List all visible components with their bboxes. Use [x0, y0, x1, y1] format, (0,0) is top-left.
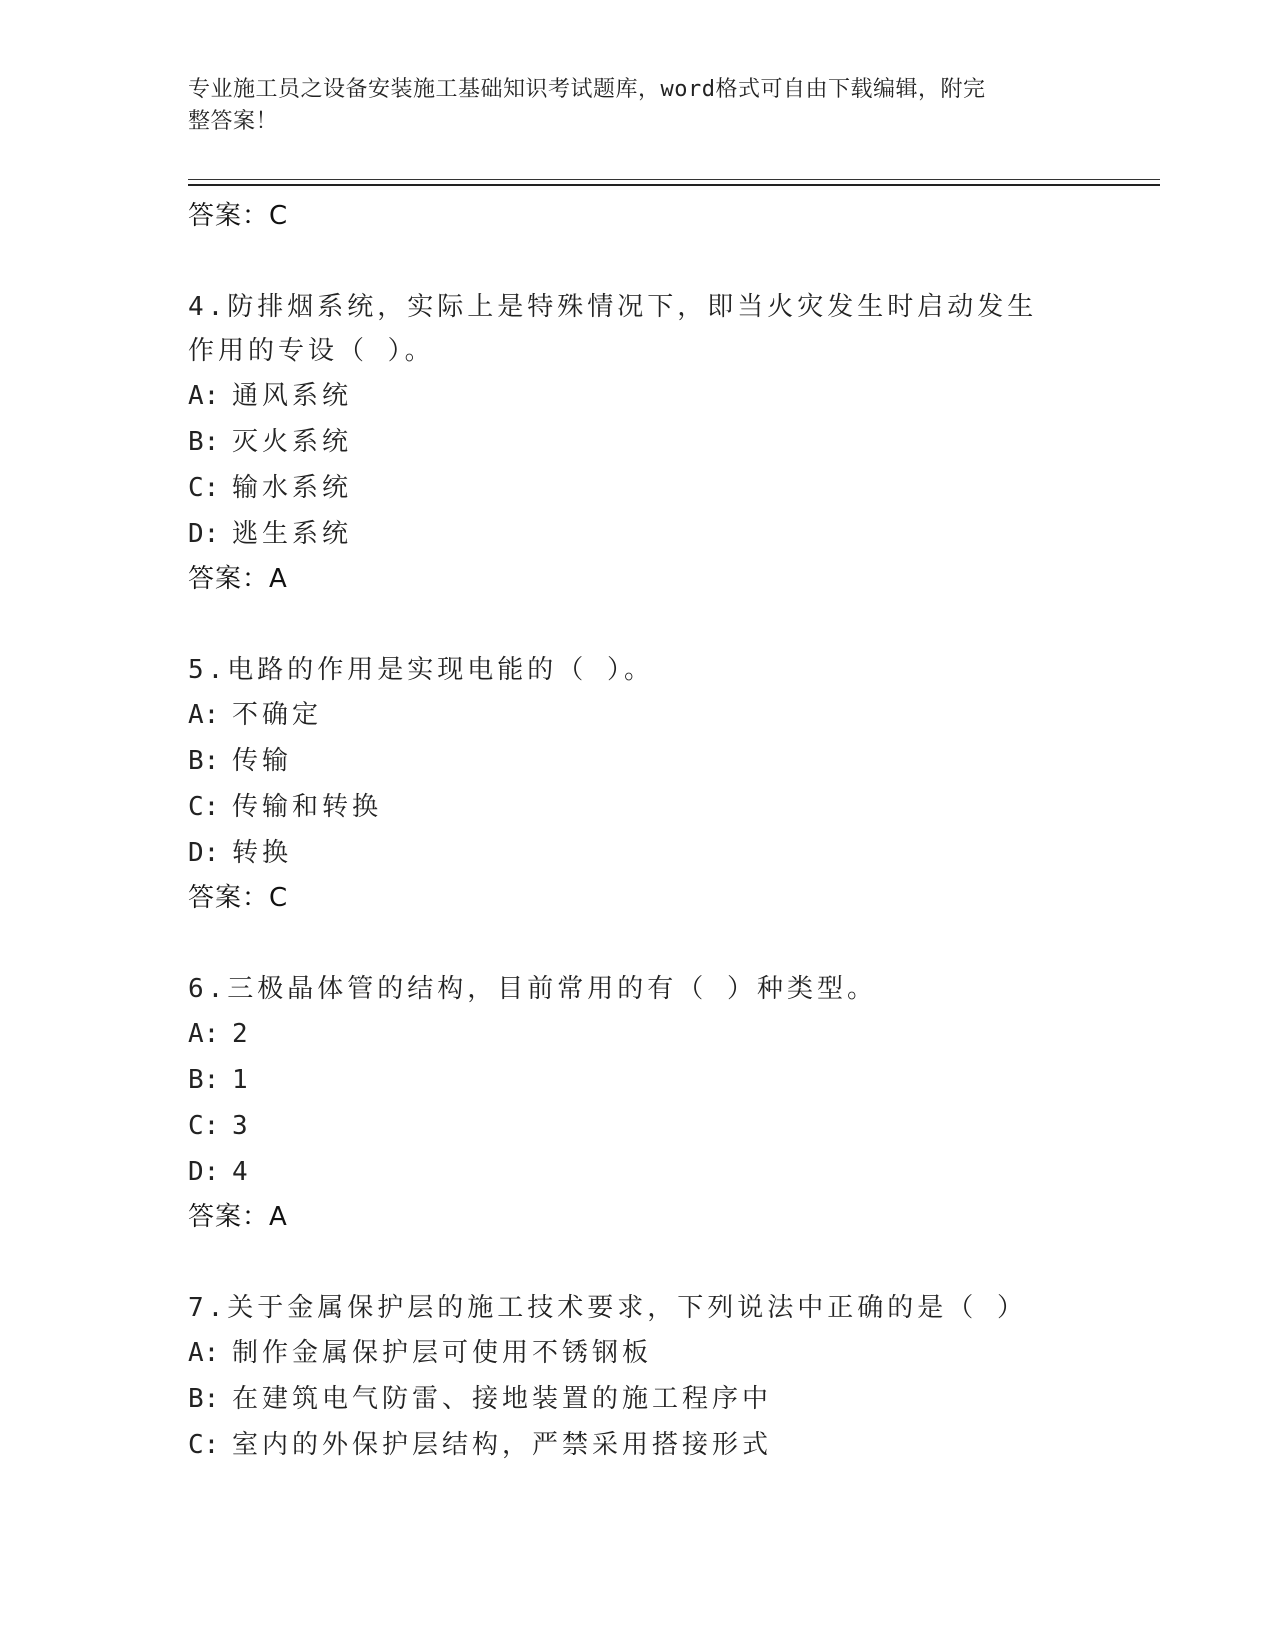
- option-text: 传输和转换: [232, 792, 383, 822]
- option-c: [188, 784, 1088, 830]
- option-text: 制作金属保护层可使用不锈钢板: [232, 1338, 653, 1368]
- option-text: 通风系统: [232, 381, 353, 411]
- option-text: 输水系统: [232, 473, 353, 503]
- question-stem: 4.防排烟系统，实际上是特殊情况下，即当火灾发生时启动发生作用的专设（ ）。: [188, 292, 1038, 366]
- option-text: 4: [232, 1157, 252, 1187]
- option-key: C:: [188, 1430, 220, 1460]
- option-text: 1: [232, 1065, 252, 1095]
- option-b: [188, 1376, 1088, 1422]
- option-text: 转换: [232, 838, 293, 868]
- answer-line: 答案：C: [188, 883, 289, 913]
- option-d: [188, 511, 1088, 557]
- option-b: [188, 419, 1088, 465]
- header-divider-top: [188, 179, 1160, 180]
- header-line-2: 整答案！: [188, 109, 279, 134]
- header-line-1: 专业施工员之设备安装施工基础知识考试题库，word格式可自由下载编辑，附完: [188, 77, 986, 102]
- option-key: D:: [188, 519, 220, 549]
- option-text: 不确定: [232, 700, 323, 730]
- option-key: B:: [188, 427, 220, 457]
- option-a: [188, 373, 1088, 419]
- question-stem: 5.电路的作用是实现电能的（ ）。: [188, 655, 654, 685]
- question-stem: 7.关于金属保护层的施工技术要求，下列说法中正确的是（ ）: [188, 1293, 1027, 1323]
- option-text: 在建筑电气防雷、接地装置的施工程序中: [232, 1384, 773, 1414]
- question-item: [188, 1286, 1088, 1468]
- question-item: [188, 967, 1088, 1239]
- option-a: [188, 692, 1088, 738]
- answer-line: 答案：A: [188, 1202, 288, 1232]
- option-d: [188, 1149, 1088, 1195]
- option-text: 传输: [232, 746, 293, 776]
- option-key: A:: [188, 1338, 220, 1368]
- question-item: [188, 648, 1088, 920]
- option-key: A:: [188, 381, 220, 411]
- option-a: [188, 1011, 1088, 1057]
- question-list: [188, 194, 1088, 1468]
- option-a: [188, 1330, 1088, 1376]
- option-key: B:: [188, 1065, 220, 1095]
- option-key: B:: [188, 746, 220, 776]
- option-c: [188, 1103, 1088, 1149]
- option-b: [188, 1057, 1088, 1103]
- option-key: C:: [188, 792, 220, 822]
- option-key: A:: [188, 1019, 220, 1049]
- option-key: D:: [188, 838, 220, 868]
- question-item: [188, 285, 1088, 601]
- option-b: [188, 738, 1088, 784]
- option-text: 3: [232, 1111, 252, 1141]
- option-key: C:: [188, 473, 220, 503]
- option-text: 2: [232, 1019, 252, 1049]
- option-key: B:: [188, 1384, 220, 1414]
- option-c: [188, 1422, 1088, 1468]
- option-d: [188, 830, 1088, 876]
- answer-line: 答案：A: [188, 564, 288, 594]
- option-text: 逃生系统: [232, 519, 353, 549]
- question-stem: 6.三极晶体管的结构，目前常用的有（ ）种类型。: [188, 974, 877, 1004]
- option-c: [188, 465, 1088, 511]
- header-divider-bottom: [188, 184, 1160, 186]
- option-key: A:: [188, 700, 220, 730]
- option-key: C:: [188, 1111, 220, 1141]
- document-header: [188, 74, 1068, 138]
- option-key: D:: [188, 1157, 220, 1187]
- option-text: 室内的外保护层结构，严禁采用搭接形式: [232, 1430, 773, 1460]
- option-text: 灭火系统: [232, 427, 353, 457]
- answer-line: 答案：C: [188, 201, 289, 231]
